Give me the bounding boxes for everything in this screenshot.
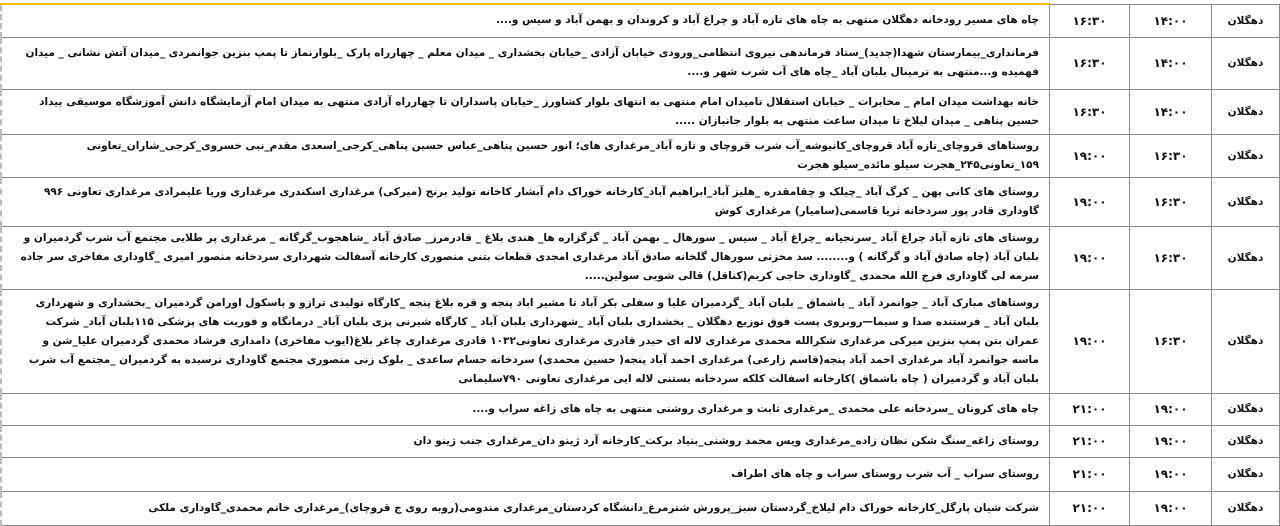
table-row bbox=[1, 491, 1280, 525]
city-cell: دهگلان bbox=[1212, 491, 1280, 525]
table-row bbox=[1, 37, 1280, 89]
city-cell: دهگلان bbox=[1212, 177, 1280, 226]
areas-cell: روستاهای قروچای_تازه آباد قروچای_کانیوشه_آب شرب قروچای و تازه آباد_مرغداری های؛ انور حسین پناهی_عباس حسین پناهی_کرجی_اسعدی مقدم_نبی خسروی_کرجی_شاران_تعاونی ۱۵۹_تعاونی۲۴۵_هجرت سیلو مائده_سیلو هجرت bbox=[1, 134, 1050, 177]
start-time-cell: ۱۶:۳۰ bbox=[1130, 134, 1212, 177]
end-time-cell: ۲۱:۰۰ bbox=[1050, 393, 1130, 425]
city-cell: دهگلان bbox=[1212, 457, 1280, 491]
outage-schedule-table bbox=[0, 3, 1280, 526]
end-time-cell: ۲۱:۰۰ bbox=[1050, 491, 1130, 525]
start-time-cell: ۱۶:۳۰ bbox=[1130, 226, 1212, 289]
areas-cell: چاه های مسیر رودخانه دهگلان منتهی به چاه های تازه آباد و چراغ آباد و کروندان و بهمن آباد و سیس و.... bbox=[1, 4, 1050, 37]
areas-cell: روستای های تازه آباد چراغ آباد _سرنجیانه _چراغ آباد _ سیس _ سورهال _ بهمن آباد _ گزگزاره ها_ هندی بلاغ _ قادرمرز_ صادق آباد _شاهجوب_گرگانه _ مرغداری پر طلایی مجتمع آب شرب گردمیران و بلبان آباد (چاه صادق آباد و گرگانه ) و........ سد مخزنی سورهال گلخانه صادق آباد مرغداری امجدی قطعات بتنی منصوری کارخانه آسفالت شهرداری سردخانه منصور امیری _گاوداری مفاخری سر جاده سرمه لی گاوداری فرج الله محمدی _گاوداری حاجی کریم(کناقل) قالی شویی سولین..... bbox=[1, 226, 1050, 289]
city-cell: دهگلان bbox=[1212, 134, 1280, 177]
table-row bbox=[1, 134, 1280, 177]
start-time-cell: ۱۹:۰۰ bbox=[1130, 425, 1212, 457]
table-row bbox=[1, 226, 1280, 289]
start-time-cell: ۱۹:۰۰ bbox=[1130, 491, 1212, 525]
areas-cell: روستای های کانی پهن _ کرگ آباد _چیلک و چقامقدره _هلیز آباد_ابراهیم آباد_کارخانه خوراک دام آبشار کاخانه تولید برنج (میرکی) مرغداری اسکندری مرغداری وریا علیمرادی مرغداری تعاونی ۹۹۶ گاوداری قادر پور سردخانه ثریا قاسمی(سامیار) مرغداری کوش bbox=[1, 177, 1050, 226]
table-row bbox=[1, 4, 1280, 37]
areas-cell: چاه های کرونان _سردخانه علی محمدی _مرغداری ثابت و مرغداری روشنی منتهی به چاه های زاغه سراب و.... bbox=[1, 393, 1050, 425]
areas-cell: خانه بهداشت میدان امام _ مخابرات _ خیابان استقلال تامیدان امام منتهی به انتهای بلوار کشاورز _خیابان پاسداران تا چهارراه آزادی منتهی به میدان امام آزمایشگاه دانش آموزشگاه موسیقی بیداد حسین پناهی _ میدان لیلاخ تا میدان ساعت منتهی به بلوار جانبازان ..... bbox=[1, 89, 1050, 134]
end-time-cell: ۱۶:۳۰ bbox=[1050, 89, 1130, 134]
end-time-cell: ۲۱:۰۰ bbox=[1050, 457, 1130, 491]
table-row bbox=[1, 177, 1280, 226]
table-row bbox=[1, 457, 1280, 491]
start-time-cell: ۱۴:۰۰ bbox=[1130, 4, 1212, 37]
end-time-cell: ۱۹:۰۰ bbox=[1050, 177, 1130, 226]
areas-cell: روستای سراب _ آب شرب روستای سراب و چاه های اطراف bbox=[1, 457, 1050, 491]
areas-cell: روستای زاغه_سنگ شکن نظان زاده_مرغداری ویس محمد روشنی_بنیاد برکت_کارخانه آرد ژینو دان_مرغداری جنب ژینو دان bbox=[1, 425, 1050, 457]
city-cell: دهگلان bbox=[1212, 289, 1280, 393]
end-time-cell: ۱۹:۰۰ bbox=[1050, 226, 1130, 289]
city-cell: دهگلان bbox=[1212, 4, 1280, 37]
city-cell: دهگلان bbox=[1212, 393, 1280, 425]
start-time-cell: ۱۶:۳۰ bbox=[1130, 289, 1212, 393]
start-time-cell: ۱۹:۰۰ bbox=[1130, 457, 1212, 491]
table-row bbox=[1, 425, 1280, 457]
areas-cell: روستاهای مبارک آباد _ جوانمرد آباد _ باشماق _ بلبان آباد _گردمیران علیا و سفلی بکر آباد تا مشیر اباد پنجه و قره بلاغ پنجه _کارگاه تولیدی ترازو و باسکول اورامن گردمیران _بخشداری و شهرداری بلبان آباد _ فرستنده صدا و سیما—روبروی پست فوق توزیع دهگلان _ بخشداری بلبان آباد _شهرداری بلبان آباد _ کارگاه شیرنی پزی بلبان آباد_ درمانگاه و فوریت های پزشکی ۱۱۵بلبان آباد_ شرکت عمران بتن پمپ بنزین میرکی مرغداری شکرالله محمدی مرغداری لاله ای حیدر قادری مرغداری تعاونی۱۰۳۲ قادری مرغداری چاغر بلاغ(ایوب مفاخری) دامداری فرشاد محمدی گردمیران علیا_شن و ماسه جوانمرد آباد مرغداری احمد آباد پنجه(قاسم زارعی) مرغداری احمد آباد پنجه( حسین محمدی) سردخانه حسام ساعدی _ بلوک زنی منصوری مجتمع گاوداری نرسیده به گردمیران _مجتمع آب شرب بلبان آباد و گردمیران ( چاه باشماق )کارخانه اسفالت کلکه سردخانه بستنی لاله ایی مرغداری تعاونی ۷۹۰سلیمانی bbox=[1, 289, 1050, 393]
city-cell: دهگلان bbox=[1212, 425, 1280, 457]
areas-cell: فرمانداری_بیمارستان شهدا(جدید)_ستاد فرماندهی نیروی انتظامی_ورودی خیابان آزادی _خیابان بخشداری _ میدان معلم _ چهارراه پارک _بلوارنماز تا پمپ بنزین جوانمردی _میدان آتش نشانی _ میدان فهمیده و...منتهی به ترمینال بلبان آباد _چاه های آب شرب شهر و.... bbox=[1, 37, 1050, 89]
end-time-cell: ۲۱:۰۰ bbox=[1050, 425, 1130, 457]
end-time-cell: ۱۶:۳۰ bbox=[1050, 4, 1130, 37]
start-time-cell: ۱۴:۰۰ bbox=[1130, 89, 1212, 134]
end-time-cell: ۱۹:۰۰ bbox=[1050, 289, 1130, 393]
end-time-cell: ۱۶:۳۰ bbox=[1050, 37, 1130, 89]
start-time-cell: ۱۶:۳۰ bbox=[1130, 177, 1212, 226]
city-cell: دهگلان bbox=[1212, 37, 1280, 89]
areas-cell: شرکت شیان پارگل_کارخانه خوراک دام لیلاخ_گردستان سبز_پرورش شترمرغ_دانشگاه کردستان_مرغداری مندومی(روبه روی ج قروچای)_مرغداری خانم محمدی_گاوداری ملکی bbox=[1, 491, 1050, 525]
table-row bbox=[1, 89, 1280, 134]
table-row bbox=[1, 289, 1280, 393]
end-time-cell: ۱۹:۰۰ bbox=[1050, 134, 1130, 177]
start-time-cell: ۱۹:۰۰ bbox=[1130, 393, 1212, 425]
city-cell: دهگلان bbox=[1212, 226, 1280, 289]
table-row bbox=[1, 393, 1280, 425]
start-time-cell: ۱۴:۰۰ bbox=[1130, 37, 1212, 89]
city-cell: دهگلان bbox=[1212, 89, 1280, 134]
